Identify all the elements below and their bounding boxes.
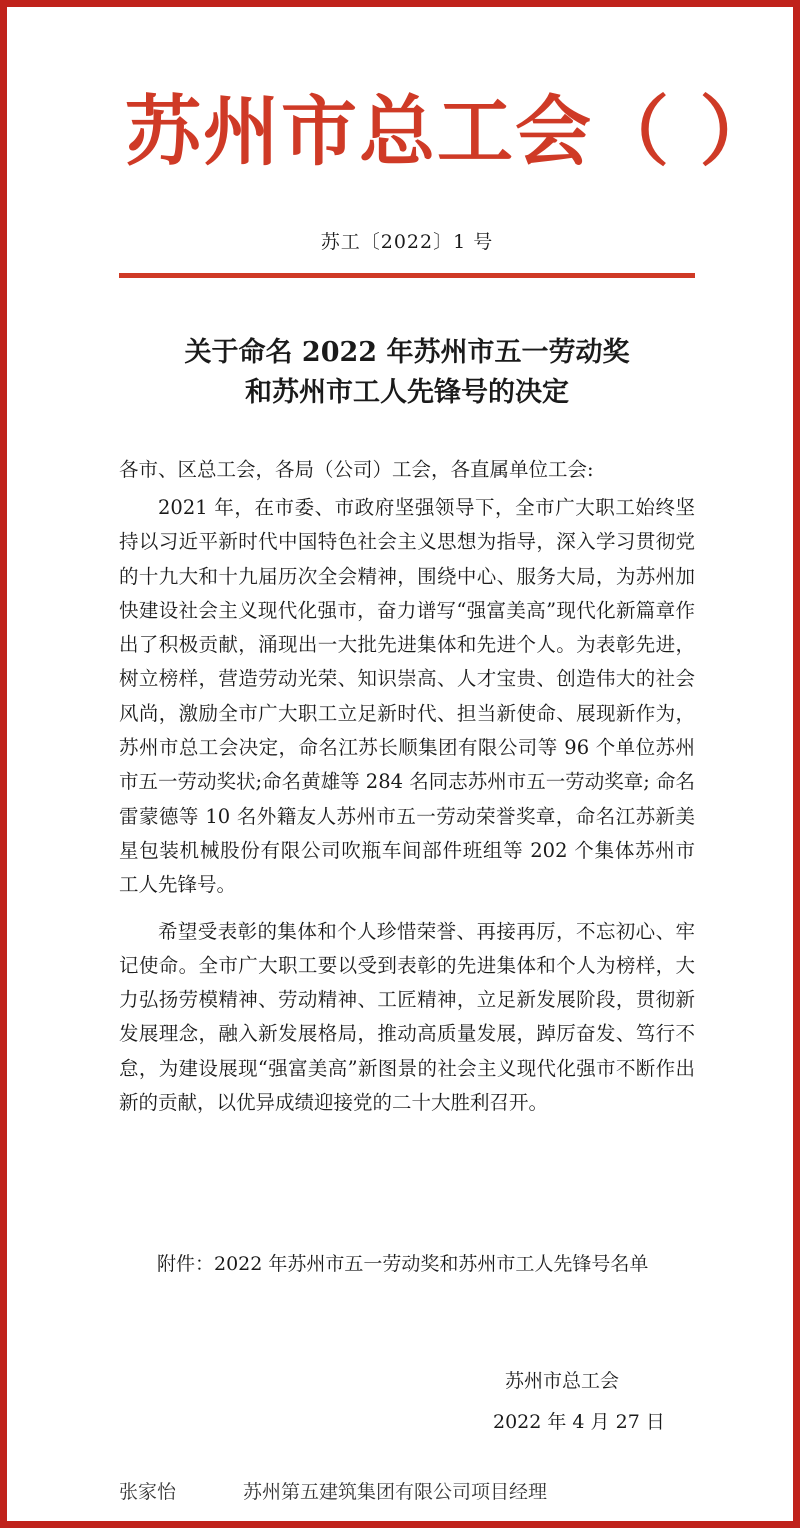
signature-date: 2022 年 4 月 27 日 [493, 1411, 665, 1433]
list-row-organization: 苏州第五建筑集团有限公司项目经理 [243, 1481, 548, 1503]
document-title-line-1: 关于命名 2022 年苏州市五一劳动奖 [184, 337, 630, 368]
list-row [119, 1475, 779, 1509]
body-paragraph-1: 2021 年，在市委、市政府坚强领导下，全市广大职工始终坚持以习近平新时代中国特色社会主义思想为指导，深入学习贯彻党的十九大和十九届历次全会精神，围绕中心、服务大局，为苏州加快建设社会主义现代化强市，奋力谱写“强富美高”现代化新篇章作出了积极贡献，涌现出一大批先进集体和先进个人。为表彰先进，树立榜样，营造劳动光荣、知识崇高、人才宝贵、创造伟大的社会风尚，激励全市广大职工立足新时代、担当新使命、展现新作为，苏州市总工会决定，命名江苏长顺集团有限公司等 96 个单位苏州市五一劳动奖状;命名黄雄等 284 名同志苏州市五一劳动奖章; 命名雷蒙德等 10 名外籍友人苏州市五一劳动荣誉奖章，命名江苏新美星包装机械股份有限公司吹瓶车间部件班组等 202 个集体苏州市工人先锋号。 [119, 496, 695, 897]
document-body [119, 491, 695, 1120]
red-divider-line [119, 273, 695, 278]
document-number: 苏工〔2022〕1 号 [320, 231, 494, 253]
list-row-name: 张家怡 [119, 1481, 177, 1503]
document-title-line-2: 和苏州市工人先锋号的决定 [245, 377, 569, 408]
body-paragraph-2: 希望受表彰的集体和个人珍惜荣誉、再接再厉，不忘初心、牢记使命。全市广大职工要以受到表彰的先进集体和个人为榜样，大力弘扬劳模精神、劳动精神、工匠精神，立足新发展阶段，贯彻新发展理念，融入新发展格局，推动高质量发展，踔厉奋发、笃行不怠，为建设展现“强富美高”新图景的社会主义现代化强市不断作出新的贡献，以优异成绩迎接党的二十大胜利召开。 [119, 919, 695, 1115]
document-title [7, 333, 800, 413]
issuer-header-title: 苏州市总工会（ ） [125, 87, 778, 176]
signature-issuer: 苏州市总工会 [505, 1370, 620, 1392]
salutation: 各市、区总工会，各局（公司）工会，各直属单位工会: [119, 458, 594, 481]
attachment-note: 附件：2022 年苏州市五一劳动奖和苏州市工人先锋号名单 [157, 1253, 649, 1275]
